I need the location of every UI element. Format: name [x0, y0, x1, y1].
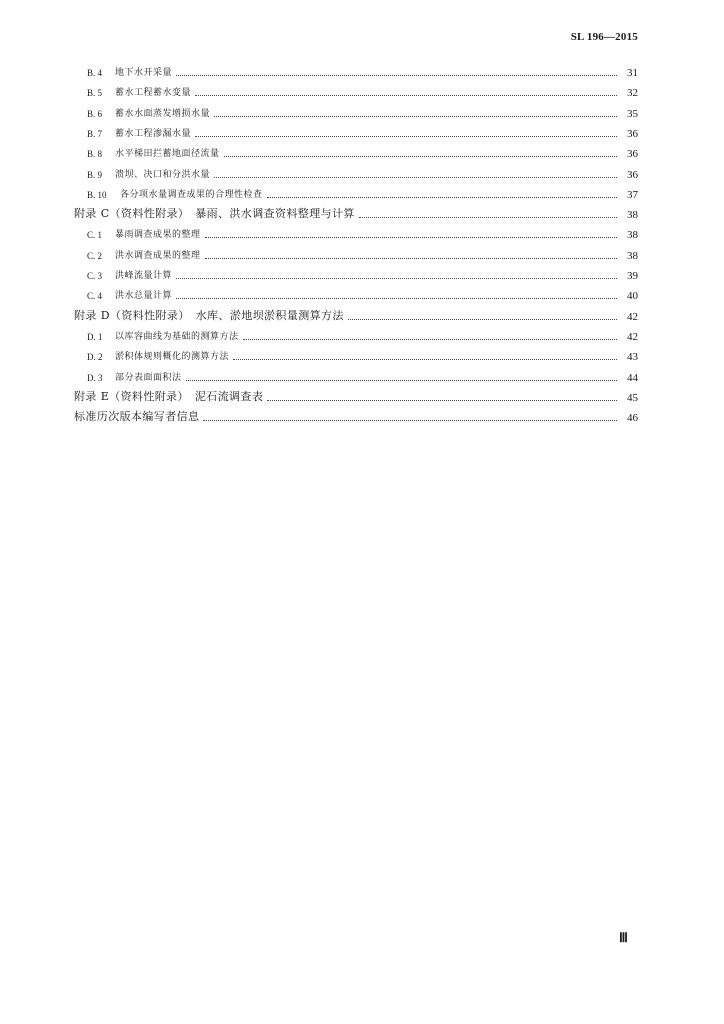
toc-entry[interactable]	[0, 203, 724, 223]
toc-dot-leader	[359, 217, 617, 218]
toc-entry-number: C. 1	[87, 230, 103, 241]
toc-dot-leader	[203, 420, 617, 421]
toc-entry-number: D. 3	[87, 372, 103, 383]
toc-entry[interactable]	[0, 305, 724, 325]
toc-entry-number: C. 4	[87, 291, 103, 302]
toc-entry-title: 附录 D（资料性附录） 水库、淤地坝淤积量测算方法	[74, 308, 344, 322]
toc-entry-page: 45	[627, 391, 638, 404]
toc-entry-title: 淤积体规则概化的测算方法	[115, 352, 230, 363]
toc-dot-leader	[205, 237, 617, 238]
toc-entry-title: 各分项水量调查成果的合理性检查	[120, 189, 263, 200]
toc-dot-leader	[195, 136, 617, 137]
toc-entry-number: B. 6	[87, 108, 103, 119]
toc-entry-page: 38	[627, 229, 638, 242]
toc-entry-number: B. 7	[87, 128, 103, 139]
page-header-standard-code: SL 196—2015	[570, 31, 638, 43]
toc-entry-page: 36	[627, 148, 638, 161]
toc-entry-title: 溃坝、决口和分洪水量	[115, 169, 211, 180]
toc-dot-leader	[267, 197, 617, 198]
toc-entry-page: 31	[627, 67, 638, 79]
toc-entry-title: 标准历次版本编写者信息	[74, 410, 200, 424]
toc-entry-page: 36	[627, 168, 638, 181]
toc-dot-leader	[214, 177, 617, 178]
toc-entry[interactable]	[0, 284, 724, 304]
toc-dot-leader	[224, 156, 617, 157]
page-number-footer: Ⅲ	[619, 930, 628, 945]
toc-entry-page: 37	[627, 188, 638, 201]
toc-dot-leader	[176, 75, 617, 76]
toc-dot-leader	[176, 298, 617, 299]
toc-entry-title: 蓄水工程渗漏水量	[115, 128, 192, 139]
toc-entry-number: C. 2	[87, 250, 103, 261]
toc-entry-title: 附录 C（资料性附录） 暴雨、洪水调查资料整理与计算	[74, 207, 355, 221]
toc-entry[interactable]	[0, 406, 724, 426]
toc-entry[interactable]	[0, 102, 724, 122]
toc-entry-title: 蓄水工程蓄水变量	[115, 88, 192, 99]
toc-entry[interactable]	[0, 61, 724, 81]
toc-entry-page: 38	[627, 209, 638, 222]
toc-entry-page: 39	[627, 270, 638, 282]
toc-entry-page: 44	[627, 371, 638, 384]
toc-entry-number: B. 5	[87, 88, 103, 99]
toc-entry-title: 以库容曲线为基础的测算方法	[115, 331, 239, 342]
toc-entry-number: B. 10	[87, 189, 107, 200]
toc-entry[interactable]	[0, 142, 724, 162]
toc-entry-number: B. 9	[87, 169, 103, 180]
toc-entry-page: 36	[627, 127, 638, 140]
toc-entry-page: 46	[627, 412, 638, 425]
toc-entry-number: D. 2	[87, 352, 103, 363]
toc-entry-page: 42	[627, 330, 638, 343]
toc-entry-page: 38	[627, 249, 638, 262]
toc-entry[interactable]	[0, 163, 724, 183]
toc-entry[interactable]	[0, 244, 724, 264]
toc-entry-title: 洪水总量计算	[115, 291, 173, 302]
toc-entry-page: 40	[627, 290, 638, 303]
toc-entry-title: 附录 E（资料性附录） 泥石流调查表	[74, 389, 264, 403]
toc-entry-number: D. 1	[87, 331, 103, 342]
toc-entry[interactable]	[0, 325, 724, 345]
toc-entry[interactable]	[0, 264, 724, 284]
toc-entry-number: B. 8	[87, 149, 103, 160]
toc-entry-title: 洪峰流量计算	[115, 271, 173, 281]
toc-entry-title: 洪水调查成果的整理	[115, 250, 201, 261]
toc-entry-number: C. 3	[87, 271, 103, 281]
toc-dot-leader	[186, 380, 617, 381]
toc-dot-leader	[195, 95, 617, 96]
toc-entry-title: 部分表面面积法	[115, 372, 182, 383]
toc-dot-leader	[267, 400, 617, 401]
toc-entry[interactable]	[0, 386, 724, 406]
toc-dot-leader	[233, 359, 617, 360]
toc-dot-leader	[243, 339, 617, 340]
toc-entry[interactable]	[0, 345, 724, 365]
toc-entry-page: 43	[627, 351, 638, 364]
toc-dot-leader	[348, 319, 617, 320]
toc-entry-number: B. 4	[87, 68, 103, 78]
toc-entry-page: 35	[627, 107, 638, 120]
toc-dot-leader	[176, 278, 617, 279]
toc-entry[interactable]	[0, 81, 724, 101]
toc-entry-page: 32	[627, 87, 638, 100]
toc-entry-title: 暴雨调查成果的整理	[115, 230, 201, 241]
toc-entry-title: 蓄水水面蒸发增损水量	[115, 108, 211, 119]
toc-entry[interactable]	[0, 122, 724, 142]
toc-entry-title: 水平梯田拦蓄地面径流量	[115, 149, 220, 160]
toc-entry[interactable]	[0, 366, 724, 386]
toc-dot-leader	[214, 116, 617, 117]
toc-entry[interactable]	[0, 223, 724, 243]
toc-entry-page: 42	[627, 310, 638, 323]
toc-entry-title: 地下水开采量	[115, 68, 173, 78]
toc-entry[interactable]	[0, 183, 724, 203]
toc-dot-leader	[205, 258, 617, 259]
